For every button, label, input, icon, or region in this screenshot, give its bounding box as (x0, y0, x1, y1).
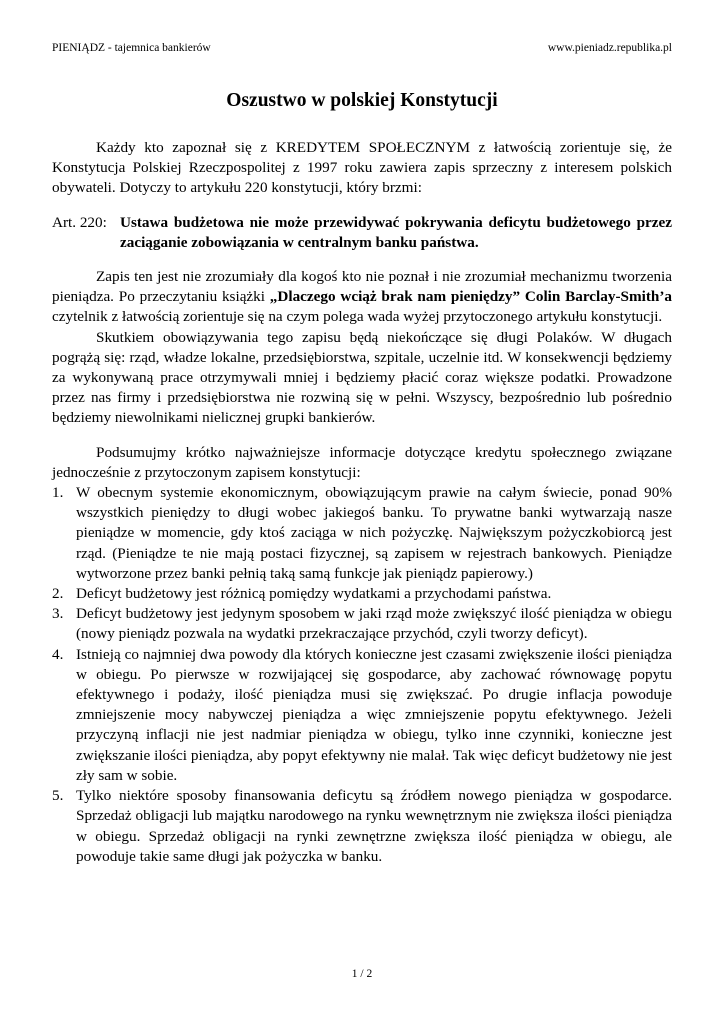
list-item-number: 3. (52, 605, 64, 623)
article-quote (52, 213, 672, 253)
paragraph-consequences: Skutkiem obowiązywania tego zapisu będą niekończące się długi Polaków. W długach pogrążą się: rząd, władze lokalne, przedsiębiorstwa, szpitale, uczelnie itd. W konsekwencji będziemy za wykonywaną prace otrzymywali mniej i będziemy płacić coraz większe podatki. Prowadzone przez nas firmy i przedsiębiorstwa nie rozwiną się w pełni. Wszyscy, bezpośrednio lub pośrednio będziemy niewolnikami nielicznej grupki bankierów. (52, 328, 672, 427)
document-body (52, 138, 672, 867)
paragraph-summary: Podsumujmy krótko najważniejsze informacje dotyczące kredytu społecznego związane jednocześnie z przytoczonym zapisem konstytucji: (52, 443, 672, 481)
list-item (52, 483, 672, 584)
list-item-text: W obecnym systemie ekonomicznym, obowiązującym prawie na całym świecie, ponad 90% wszystkich pieniędzy to długi wobec jakiegoś banku. To prywatne banki wytwarzają nasze pieniądze w momencie, gdy ktoś zaciąga w nich pożyczkę. Największym pożyczkobiorcą jest rząd. (Pieniądze te nie mają postaci fizycznej, są zapisem w rejestrach bankowych. Pieniądze wytworzone przez banki pełnią taką samą funkcje jak pieniądz papierowy.) (76, 484, 672, 582)
list-item-number: 4. (52, 645, 64, 663)
list-item-text: Istnieją co najmniej dwa powody dla których konieczne jest czasami zwiększenie ilości pieniądza w obiegu. Po pierwsze w rozwijającej się gospodarce, aby zachować równowagę popytu efektywnego i podaży, ilość pieniądza musi się zwiększać. Po drugie inflacja powoduje zmniejszenie mocy nabywczej pieniądza a więc zmniejszenie popytu efektywnego. Jeżeli przyczyną inflacji nie jest nadmiar pieniądza w obiegu, tylko inne czynniki, konieczne jest zwiększanie ilości pieniądza, aby popyt efektywny nie malał. Tak więc deficyt budżetowy nie jest zły sam w sobie. (76, 645, 672, 784)
article-label: Art. 220: (52, 213, 107, 231)
list-item (52, 604, 672, 644)
paragraph-book (52, 267, 672, 328)
list-item-number: 1. (52, 484, 64, 502)
paragraph-book-part1: Zapis ten jest nie zrozumiały dla kogoś kto nie poznał i nie zrozumiał mechanizmu tworzenia pieniądza. Po przeczytaniu książki (52, 268, 672, 306)
summary-list (52, 483, 672, 867)
paragraph-book-part2: czytelnik z łatwością zorientuje się na czym polega wada wyżej przytoczonego artykułu konstytucji. (52, 308, 663, 326)
list-item (52, 645, 672, 786)
list-item (52, 584, 672, 604)
intro-paragraph: Każdy kto zapoznał się z KREDYTEM SPOŁECZNYM z łatwością zorientuje się, że Konstytucja Polskiej Rzeczpospolitej z 1997 roku zawiera zapis sprzeczny z interesem polskich obywateli. Dotyczy to artykułu 220 konstytucji, który brzmi: (52, 139, 672, 197)
list-item (52, 786, 672, 867)
list-item-text: Deficyt budżetowy jest jedynym sposobem w jaki rząd może zwiększyć ilość pieniądza w obiegu (nowy pieniądz pozwala na wydatki przekraczające przychód, czyli tworzy deficyt). (76, 605, 672, 643)
list-item-number: 2. (52, 585, 64, 603)
header-right: www.pieniadz.republika.pl (547, 42, 672, 54)
page-number: 1 / 2 (351, 968, 373, 980)
book-title: „Dlaczego wciąż brak nam pieniędzy” Colin Barclay-Smith’a (269, 288, 672, 306)
list-item-text: Tylko niektóre sposoby finansowania deficytu są źródłem nowego pieniądza w gospodarce. Sprzedaż obligacji lub majątku narodowego na rynku wewnętrznym nie zwiększa ilości pieniądza w obiegu. Sprzedaż obligacji na rynki zewnętrzne zwiększa ilość pieniądza w obiegu, ale powoduje takie same długi jak pożyczka w banku. (76, 787, 672, 865)
list-item-number: 5. (52, 787, 64, 805)
header-left: PIENIĄDZ - tajemnica bankierów (52, 42, 211, 54)
page-title: Oszustwo w polskiej Konstytucji (226, 90, 498, 111)
list-item-text: Deficyt budżetowy jest różnicą pomiędzy wydatkami a przychodami państwa. (76, 585, 552, 603)
article-text: Ustawa budżetowa nie może przewidywać pokrywania deficytu budżetowego przez zaciąganie zobowiązania w centralnym banku państwa. (120, 213, 672, 251)
